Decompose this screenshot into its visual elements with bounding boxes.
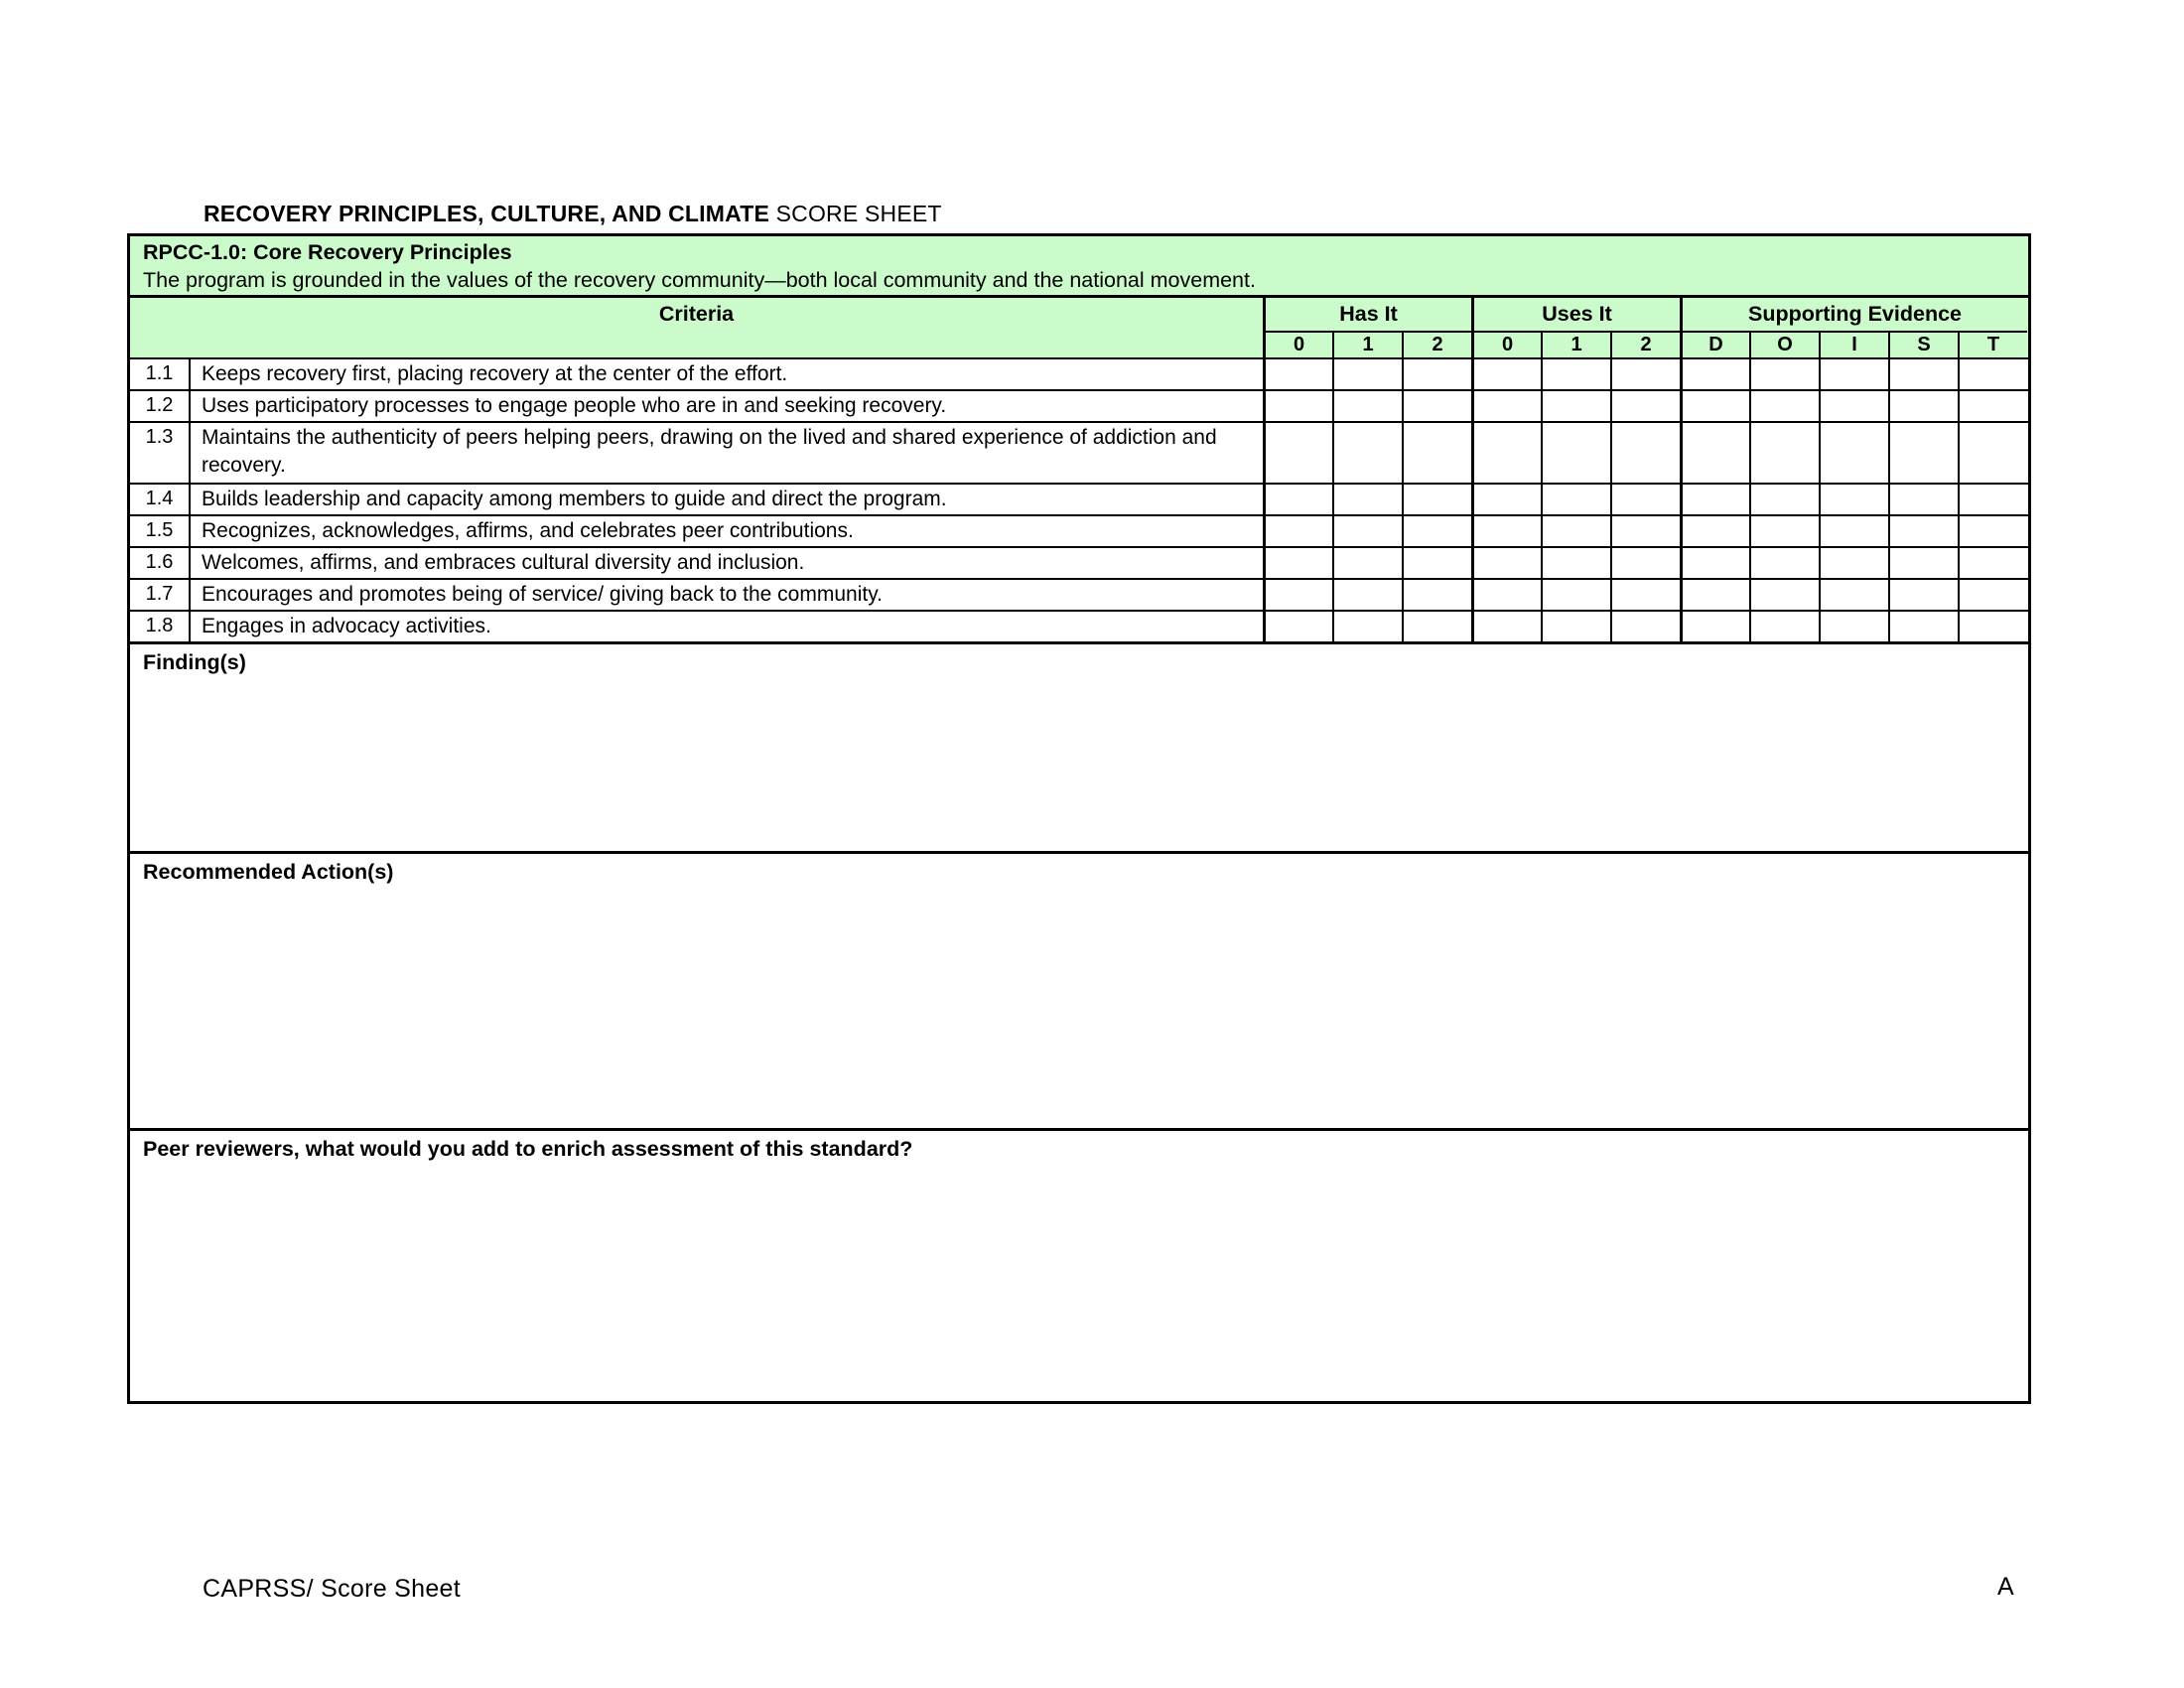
criteria-row-1-2 xyxy=(130,389,2028,421)
page-title-main: RECOVERY PRINCIPLES, CULTURE, AND CLIMATE xyxy=(204,201,770,226)
criteria-text: Welcomes, affirms, and embraces cultural diversity and inclusion. xyxy=(189,548,1263,578)
score-cell[interactable] xyxy=(1263,391,1332,421)
footer-page-letter: A xyxy=(1997,1573,2014,1601)
criteria-row-1-1 xyxy=(130,357,2028,389)
criteria-text: Recognizes, acknowledges, affirms, and celebrates peer contributions. xyxy=(189,516,1263,546)
score-cell[interactable] xyxy=(1332,359,1402,389)
score-cell[interactable] xyxy=(1749,359,1819,389)
criteria-text: Keeps recovery first, placing recovery at the center of the effort. xyxy=(189,359,1263,389)
criteria-column-header: Criteria xyxy=(658,302,735,326)
criteria-row-1-5 xyxy=(130,514,2028,546)
score-cell[interactable] xyxy=(1471,485,1541,514)
score-cell[interactable] xyxy=(1541,516,1610,546)
criteria-row-1-3 xyxy=(130,421,2028,483)
score-cell[interactable] xyxy=(1541,485,1610,514)
footer-doc-name: CAPRSS/ Score Sheet xyxy=(203,1575,461,1603)
score-cell[interactable] xyxy=(1819,548,1888,578)
score-cell[interactable] xyxy=(1402,612,1471,641)
page-title-suffix: SCORE SHEET xyxy=(769,201,942,226)
score-cell[interactable] xyxy=(1332,612,1402,641)
supporting-evidence-group-header: Supporting Evidence xyxy=(1680,298,2027,331)
criteria-rows xyxy=(130,357,2028,641)
score-cell[interactable] xyxy=(1680,391,1749,421)
score-cell[interactable] xyxy=(1541,580,1610,610)
standard-header-band xyxy=(130,236,2028,298)
findings-section[interactable] xyxy=(130,641,2028,851)
peer-reviewers-section[interactable] xyxy=(130,1128,2028,1401)
criteria-number: 1.8 xyxy=(145,615,174,636)
score-cell[interactable] xyxy=(1958,359,2027,389)
criteria-row-1-8 xyxy=(130,610,2028,641)
score-cell[interactable] xyxy=(1958,516,2027,546)
score-cell[interactable] xyxy=(1263,359,1332,389)
score-cell[interactable] xyxy=(1680,359,1749,389)
criteria-number: 1.5 xyxy=(145,519,174,541)
score-cell[interactable] xyxy=(1819,423,1888,483)
uses-it-2-header: 2 xyxy=(1610,331,1680,357)
score-cell[interactable] xyxy=(1471,391,1541,421)
score-cell[interactable] xyxy=(1958,548,2027,578)
score-cell[interactable] xyxy=(1819,580,1888,610)
score-cell[interactable] xyxy=(1749,485,1819,514)
score-cell[interactable] xyxy=(1680,516,1749,546)
score-cell[interactable] xyxy=(1402,516,1471,546)
score-cell[interactable] xyxy=(1332,485,1402,514)
score-cell[interactable] xyxy=(1749,612,1819,641)
criteria-row-1-4 xyxy=(130,483,2028,514)
score-cell[interactable] xyxy=(1888,612,1958,641)
score-cell[interactable] xyxy=(1888,580,1958,610)
score-cell[interactable] xyxy=(1541,423,1610,483)
score-cell[interactable] xyxy=(1958,580,2027,610)
score-cell[interactable] xyxy=(1610,423,1680,483)
score-cell[interactable] xyxy=(1610,485,1680,514)
score-cell[interactable] xyxy=(1749,580,1819,610)
standard-description: The program is grounded in the values of the recovery community—both local community and the national movement. xyxy=(143,268,1256,292)
score-cell[interactable] xyxy=(1749,423,1819,483)
score-cell[interactable] xyxy=(1610,391,1680,421)
score-cell[interactable] xyxy=(1541,391,1610,421)
score-cell[interactable] xyxy=(1332,580,1402,610)
score-cell[interactable] xyxy=(1332,391,1402,421)
evidence-d-header: D xyxy=(1680,331,1749,357)
score-cell[interactable] xyxy=(1610,548,1680,578)
score-cell[interactable] xyxy=(1471,548,1541,578)
score-cell[interactable] xyxy=(1819,391,1888,421)
score-cell[interactable] xyxy=(1958,485,2027,514)
criteria-text: Engages in advocacy activities. xyxy=(189,612,1263,641)
score-cell[interactable] xyxy=(1680,423,1749,483)
score-cell[interactable] xyxy=(1888,548,1958,578)
score-table xyxy=(127,233,2031,1404)
score-cell[interactable] xyxy=(1610,359,1680,389)
score-cell[interactable] xyxy=(1263,548,1332,578)
peer-reviewers-label: Peer reviewers, what would you add to enrich assessment of this standard? xyxy=(143,1137,913,1161)
has-it-2-header: 2 xyxy=(1402,331,1471,357)
score-cell[interactable] xyxy=(1471,423,1541,483)
evidence-i-header: I xyxy=(1819,331,1888,357)
criteria-number: 1.2 xyxy=(145,394,174,416)
score-cell[interactable] xyxy=(1402,580,1471,610)
score-cell[interactable] xyxy=(1402,485,1471,514)
score-cell[interactable] xyxy=(1402,548,1471,578)
criteria-number: 1.3 xyxy=(145,426,174,448)
criteria-text: Maintains the authenticity of peers helping peers, drawing on the lived and shared experience of addiction and recovery. xyxy=(189,423,1263,483)
criteria-row-1-7 xyxy=(130,578,2028,610)
score-cell[interactable] xyxy=(1471,516,1541,546)
uses-it-1-header: 1 xyxy=(1541,331,1610,357)
criteria-text: Encourages and promotes being of service/ giving back to the community. xyxy=(189,580,1263,610)
score-cell[interactable] xyxy=(1819,359,1888,389)
score-cell[interactable] xyxy=(1263,485,1332,514)
score-cell[interactable] xyxy=(1610,612,1680,641)
criteria-row-1-6 xyxy=(130,546,2028,578)
score-cell[interactable] xyxy=(1680,612,1749,641)
score-cell[interactable] xyxy=(1263,423,1332,483)
score-cell[interactable] xyxy=(1471,359,1541,389)
score-cell[interactable] xyxy=(1541,359,1610,389)
uses-it-group-header: Uses It xyxy=(1471,298,1680,331)
evidence-s-header: S xyxy=(1888,331,1958,357)
score-cell[interactable] xyxy=(1263,612,1332,641)
evidence-o-header: O xyxy=(1749,331,1819,357)
score-cell[interactable] xyxy=(1819,516,1888,546)
standard-id: RPCC-1.0: Core Recovery Principles xyxy=(143,240,512,264)
score-cell[interactable] xyxy=(1680,485,1749,514)
criteria-number: 1.4 xyxy=(145,488,174,509)
criteria-number: 1.6 xyxy=(145,551,174,573)
score-cell[interactable] xyxy=(1471,612,1541,641)
score-cell[interactable] xyxy=(1610,516,1680,546)
score-cell[interactable] xyxy=(1402,423,1471,483)
score-cell[interactable] xyxy=(1819,485,1888,514)
has-it-0-header: 0 xyxy=(1263,331,1332,357)
score-cell[interactable] xyxy=(1402,359,1471,389)
findings-label: Finding(s) xyxy=(143,650,246,674)
score-cell[interactable] xyxy=(1332,548,1402,578)
score-cell[interactable] xyxy=(1749,516,1819,546)
score-cell[interactable] xyxy=(1819,612,1888,641)
column-header-row xyxy=(130,298,2028,357)
score-cell[interactable] xyxy=(1749,548,1819,578)
score-cell[interactable] xyxy=(1888,516,1958,546)
score-cell[interactable] xyxy=(1541,612,1610,641)
score-cell[interactable] xyxy=(1888,391,1958,421)
score-cell[interactable] xyxy=(1610,580,1680,610)
recommended-actions-label: Recommended Action(s) xyxy=(143,860,394,884)
score-cell[interactable] xyxy=(1749,391,1819,421)
score-cell[interactable] xyxy=(1680,580,1749,610)
score-cell[interactable] xyxy=(1958,391,2027,421)
score-cell[interactable] xyxy=(1402,391,1471,421)
score-cell[interactable] xyxy=(1471,580,1541,610)
has-it-1-header: 1 xyxy=(1332,331,1402,357)
criteria-number: 1.1 xyxy=(145,362,174,384)
page-title xyxy=(204,201,942,226)
score-cell[interactable] xyxy=(1958,423,2027,483)
score-cell[interactable] xyxy=(1263,516,1332,546)
score-cell[interactable] xyxy=(1263,580,1332,610)
has-it-group-header: Has It xyxy=(1263,298,1471,331)
criteria-text: Builds leadership and capacity among members to guide and direct the program. xyxy=(189,485,1263,514)
criteria-number: 1.7 xyxy=(145,583,174,605)
criteria-text: Uses participatory processes to engage people who are in and seeking recovery. xyxy=(189,391,1263,421)
uses-it-0-header: 0 xyxy=(1471,331,1541,357)
score-cell[interactable] xyxy=(1332,423,1402,483)
score-cell[interactable] xyxy=(1888,359,1958,389)
recommended-actions-section[interactable] xyxy=(130,851,2028,1128)
score-cell[interactable] xyxy=(1888,423,1958,483)
score-cell[interactable] xyxy=(1888,485,1958,514)
score-cell[interactable] xyxy=(1332,516,1402,546)
score-cell[interactable] xyxy=(1680,548,1749,578)
evidence-t-header: T xyxy=(1958,331,2027,357)
score-cell[interactable] xyxy=(1541,548,1610,578)
score-cell[interactable] xyxy=(1958,612,2027,641)
